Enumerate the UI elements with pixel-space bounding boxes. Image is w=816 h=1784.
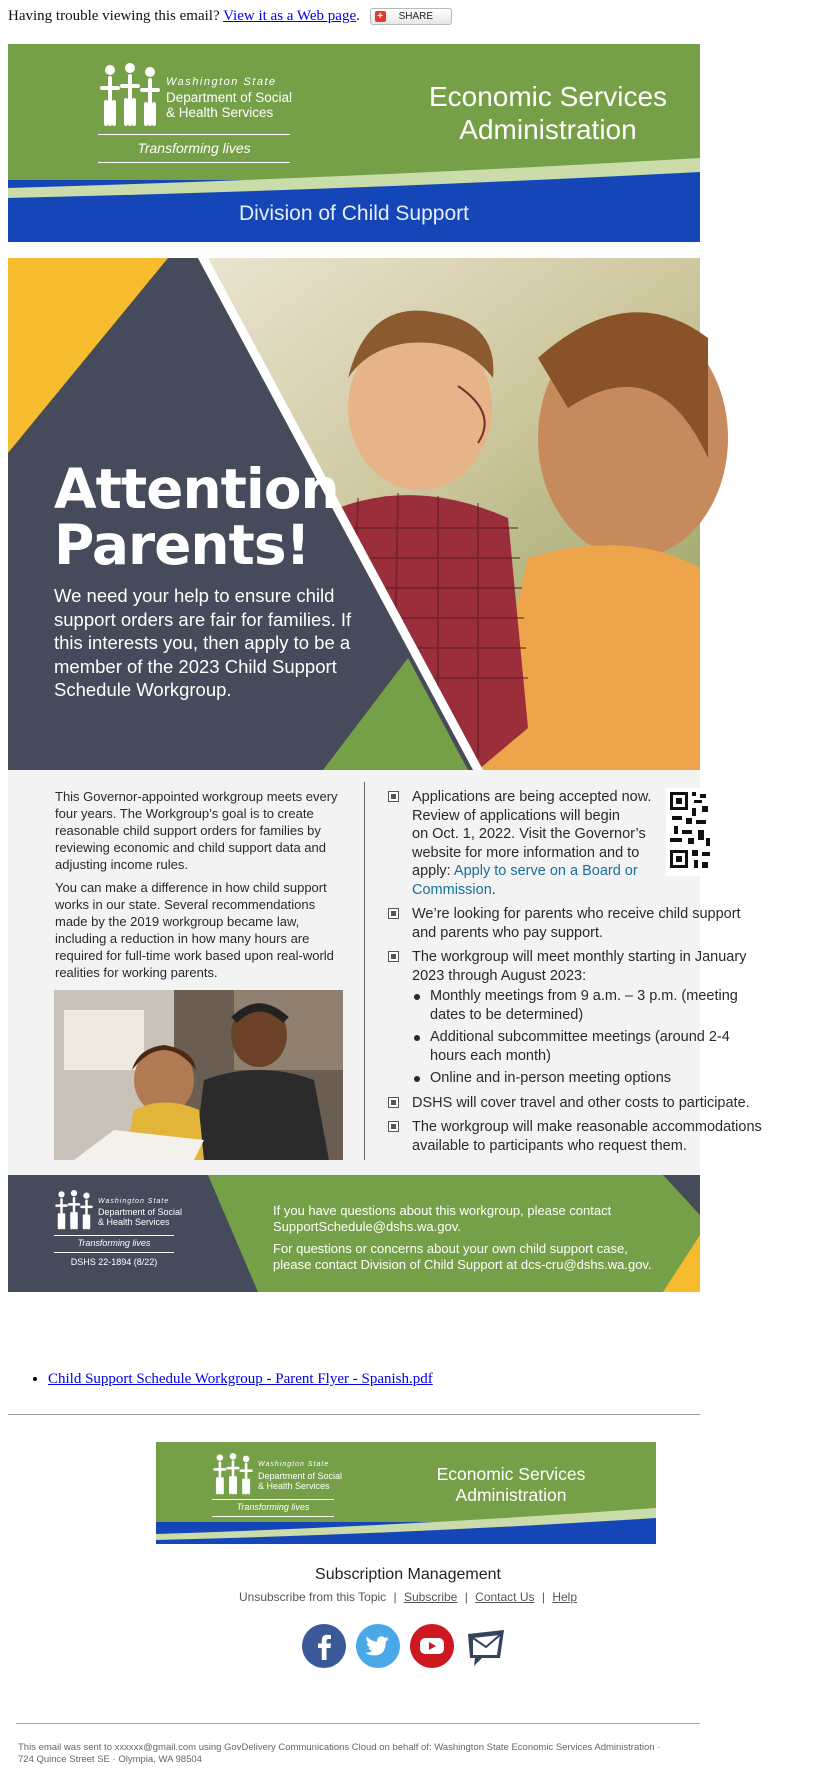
email-icon[interactable]: [464, 1624, 508, 1668]
dshs-figures-icon: [54, 1189, 94, 1231]
agency-title-footer: Economic Services Administration: [436, 1464, 586, 1505]
web-view-bar: Having trouble viewing this email? View it as a Web page. + SHARE: [8, 8, 452, 25]
contact-info: If you have questions about this workgroup, please contact SupportSchedule@dshs.wa.gov. For questions or concerns about your own child support case, please contact Division of Child Support at dcs-cru@dshs.wa.gov.: [273, 1203, 652, 1272]
apply-board-link-cont[interactable]: Commission: [412, 881, 492, 898]
share-plus-icon: +: [375, 11, 386, 22]
list-item: Applications are being accepted now. Review of applications will begin on Oct. 1, 2022. Visit the Governor’s website for more information and to apply: Apply to serve on a Board or Commission.: [388, 788, 708, 899]
youtube-icon[interactable]: [410, 1624, 454, 1668]
list-item: The workgroup will make reasonable accommodations available to participants who request them.: [388, 1118, 708, 1155]
share-button[interactable]: + SHARE: [370, 8, 452, 25]
unsubscribe-link[interactable]: Unsubscribe from this Topic: [238, 1590, 387, 1604]
hero-title: Attention Parents!: [54, 457, 339, 577]
hero-flyer: [8, 258, 700, 770]
workgroup-description: This Governor-appointed workgroup meets every four years. The Workgroup’s goal is to create reasonable child support orders for families by reviewing economic and child support data and adjusting income rules. You can make a difference in how child support works in our state. Several recommendations made by the 2019 workgroup became law, including a reduction in how many hours are required for full-time work based upon real-world realities for working parents.: [55, 789, 338, 980]
hero-body: We need your help to ensure child support orders are fair for families. If this interests you, then apply to be a member of the 2023 Child Support Schedule Workgroup.: [54, 585, 352, 700]
facebook-icon[interactable]: [302, 1624, 346, 1668]
sub-item: Monthly meetings from 9 a.m. – 3 p.m. (meeting dates to be determined): [412, 987, 708, 1024]
help-link[interactable]: Help: [552, 1590, 578, 1604]
list-item: The workgroup will meet monthly starting in January 2023 through August 2023: Monthly meetings from 9 a.m. – 3 p.m. (meeting dates to be determined) Additional subcommittee meetings (around 2-4 hours each month) Online and in-person meeting options: [388, 948, 708, 1088]
meeting-details: [412, 987, 738, 1088]
subscription-title: Subscription Management: [315, 1566, 501, 1583]
view-as-webpage-link[interactable]: View it as a Web page: [223, 8, 357, 24]
header-banner: Washington State Department of Social & Health Services Transforming lives Economic Services Administration Division of Child Support: [8, 44, 700, 242]
division-title: Division of Child Support: [239, 202, 469, 225]
apply-board-link[interactable]: Apply to serve on a Board or: [453, 863, 638, 879]
sub-item: Additional subcommittee meetings (around 2-4 hours each month): [412, 1028, 708, 1065]
divider: [16, 1723, 700, 1724]
dshs-figures-icon: [98, 62, 162, 128]
qr-code-icon: [666, 788, 714, 876]
list-item: DSHS will cover travel and other costs to participate.: [388, 1094, 708, 1113]
form-code: DSHS 22-1894 (8/22): [70, 1257, 158, 1267]
details-list: [388, 788, 762, 1161]
attachments: [30, 1371, 433, 1388]
divider: [8, 1414, 700, 1415]
sub-item: Online and in-person meeting options: [412, 1069, 708, 1088]
flyer-footer: Washington State Department of Social & Health Services Transforming lives DSHS 22-1894 (8/22) If you have questions about this workgroup, please contact SupportSchedule@dshs.wa.gov. For questions or concerns about your own child support case, please contact Division of Child Support at dcs-cru@dshs.wa.gov.: [8, 1175, 700, 1292]
list-item: [48, 1371, 433, 1388]
twitter-icon[interactable]: [356, 1624, 400, 1668]
father-daughter-photo: [54, 990, 343, 1160]
agency-title: Economic Services Administration: [428, 81, 668, 145]
subscribe-link[interactable]: Subscribe: [403, 1590, 458, 1604]
list-item: We’re looking for parents who receive child support and parents who pay support.: [388, 905, 708, 942]
dshs-figures-icon: [212, 1452, 254, 1496]
contact-us-link[interactable]: Contact Us: [475, 1590, 535, 1604]
spanish-flyer-pdf-link[interactable]: Child Support Schedule Workgroup - Parent Flyer - Spanish.pdf: [48, 1371, 433, 1387]
subscription-links: Unsubscribe from this Topic | Subscribe | Contact Us | Help: [238, 1590, 578, 1604]
trouble-text: Having trouble viewing this email?: [8, 8, 220, 24]
legal-footer: This email was sent to xxxxxx@gmail.com using GovDelivery Communications Cloud on behalf of: Washington State Economic Services Administration · 724 Quince Street SE · Olympia, WA 98504: [18, 1742, 661, 1765]
info-panel: [8, 770, 762, 1175]
footer-banner: Washington State Department of Social & Health Services Transforming lives Economic Services Administration: [156, 1442, 656, 1544]
